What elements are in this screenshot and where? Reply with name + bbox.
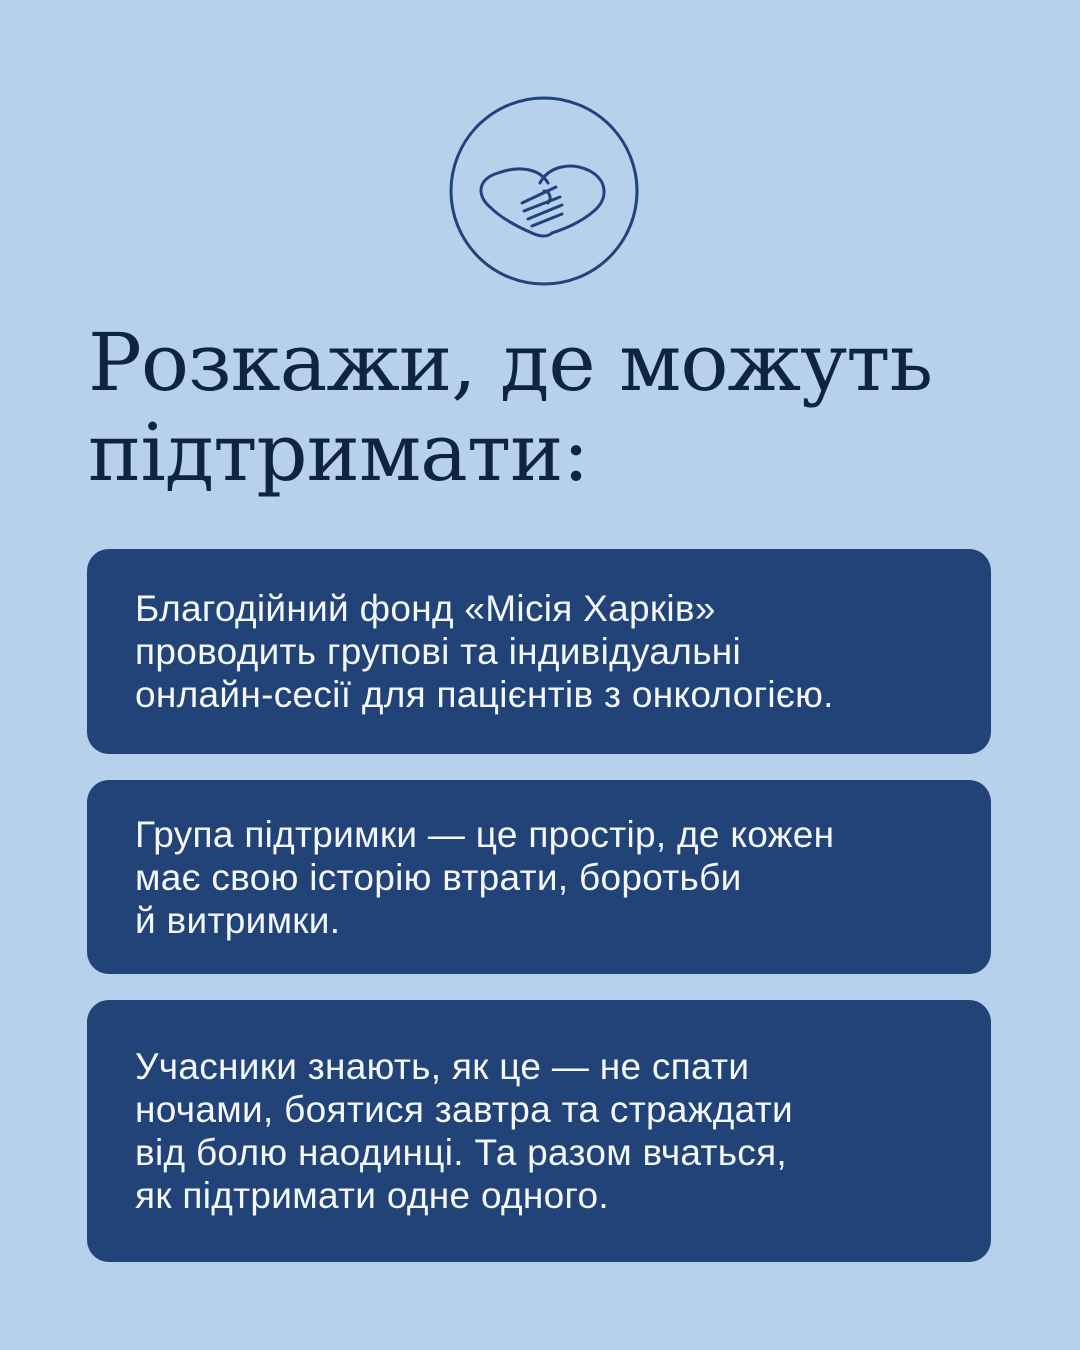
card-text-line: Група підтримки — це простір, де кожен <box>135 813 835 855</box>
card-text-line: проводить групові та індивідуальні <box>135 631 742 672</box>
logo <box>448 95 640 287</box>
card-text-line: й витримки. <box>135 899 341 941</box>
info-card-support-group <box>87 780 991 974</box>
info-card-participants <box>87 1000 991 1262</box>
info-card-foundation <box>87 549 991 754</box>
card-text-line: від болю наодинці. Та разом вчаться, <box>135 1132 788 1173</box>
card-text-line: Благодійний фонд «Місія Харків» <box>135 588 716 629</box>
title-line: Розкажи, де можуть <box>88 316 932 409</box>
card-text-line: як підтримати одне одного. <box>135 1175 609 1216</box>
card-text-line: онлайн-сесії для пацієнтів з онкологією. <box>135 674 834 715</box>
card-text <box>135 1045 793 1217</box>
hands-heart-icon <box>448 95 640 287</box>
card-text <box>135 587 834 716</box>
card-text-line: ночами, боятися завтра та страждати <box>135 1089 793 1130</box>
card-text-line: Учасники знають, як це — не спати <box>135 1046 750 1087</box>
card-text <box>135 813 834 942</box>
card-text-line: має свою історію втрати, боротьби <box>135 856 742 898</box>
page-title <box>88 318 1028 498</box>
title-line: підтримати: <box>88 406 589 499</box>
